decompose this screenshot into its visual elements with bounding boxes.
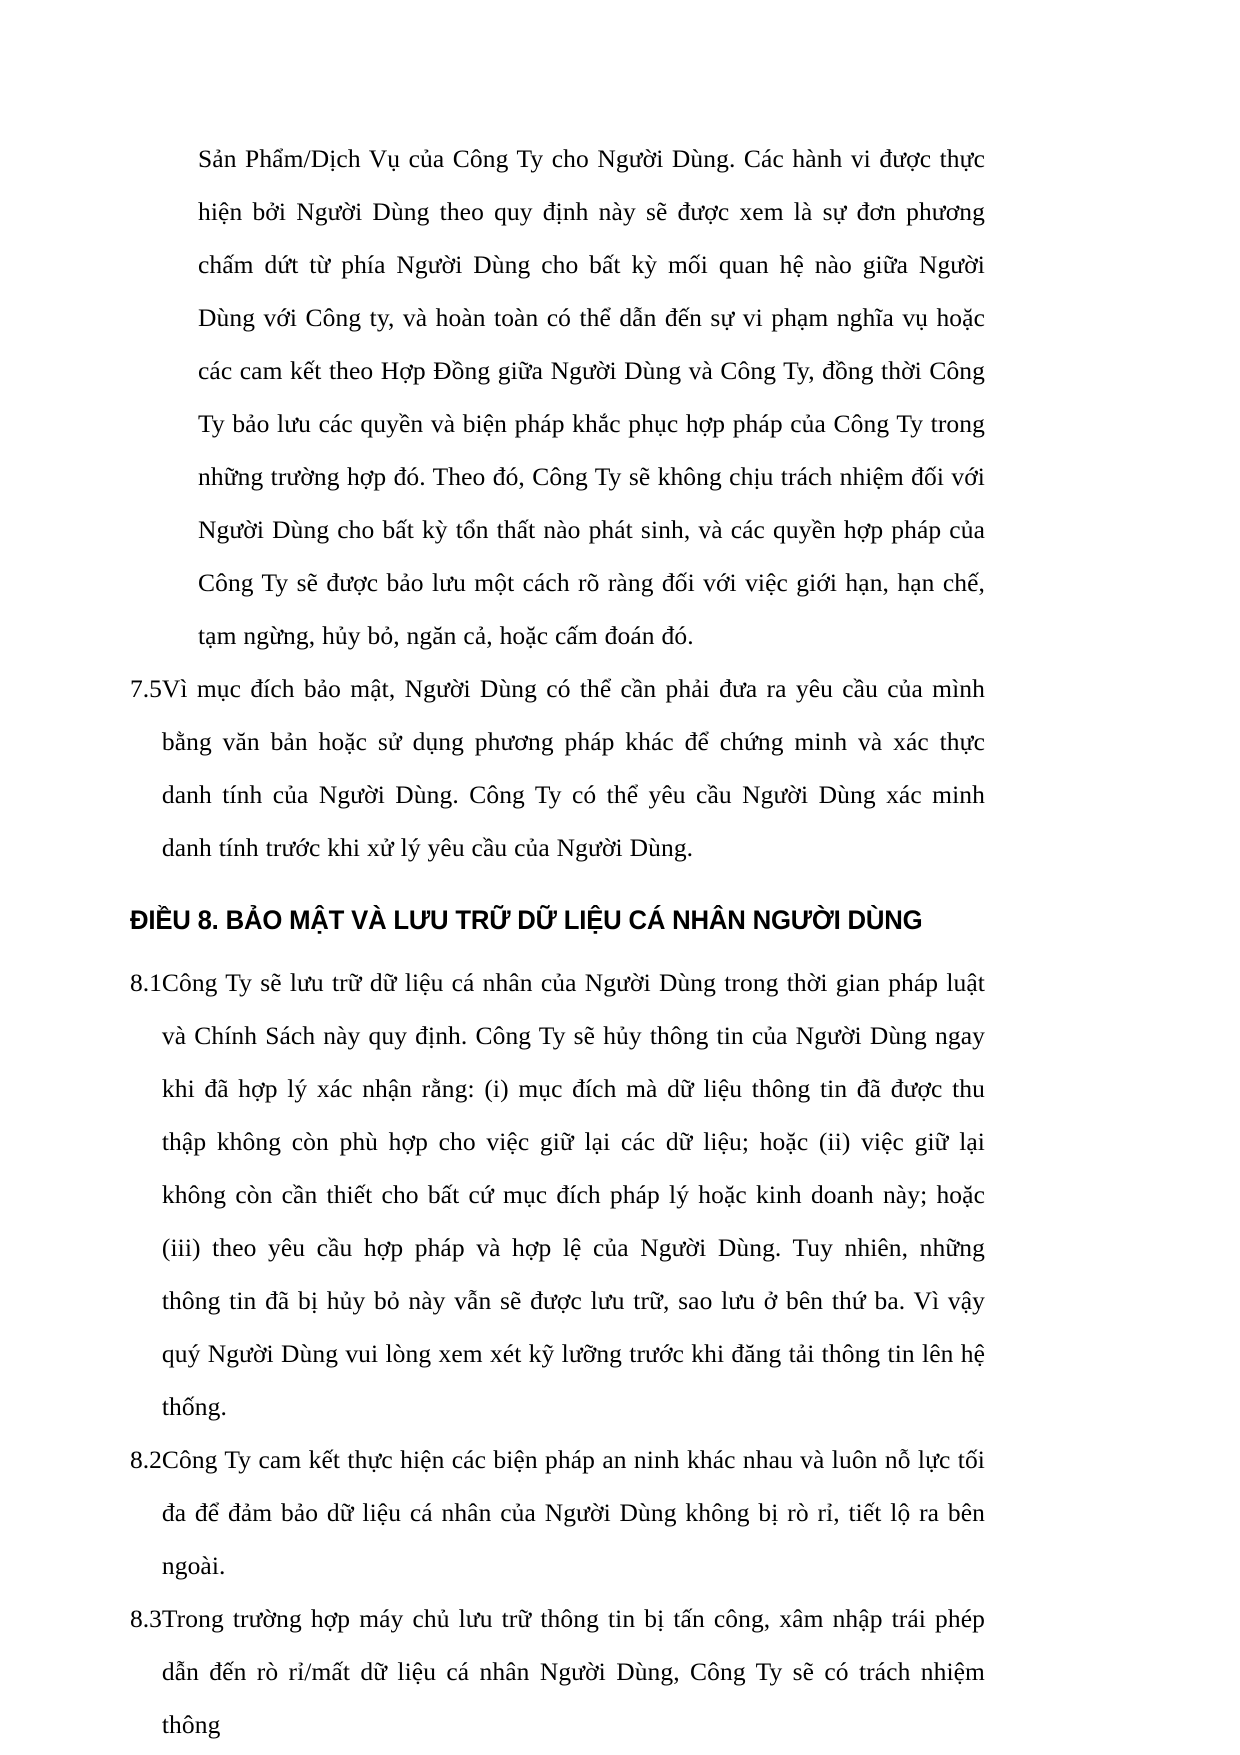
clause-text: Công Ty sẽ lưu trữ dữ liệu cá nhân của Người Dùng trong thời gian pháp luật và Chính Sách này quy định. Công Ty sẽ hủy thông tin của Người Dùng ngay khi đã hợp lý xác nhận rằng: (i) mục đích mà dữ liệu thông tin đã được thu thập không còn phù hợp cho việc giữ lại các dữ liệu; hoặc (ii) việc giữ lại không còn cần thiết cho bất cứ mục đích pháp lý hoặc kinh doanh này; hoặc (iii) theo yêu cầu hợp pháp và hợp lệ của Người Dùng. Tuy nhiên, những thông tin đã bị hủy bỏ này vẫn sẽ được lưu trữ, sao lưu ở bên thứ ba. Vì vậy quý Người Dùng vui lòng xem xét kỹ lưỡng trước khi đăng tải thông tin lên hệ thống. bbox=[161, 968, 985, 1421]
section-heading-dieu-8: ĐIỀU 8. BẢO MẬT VÀ LƯU TRỮ DỮ LIỆU CÁ NHÂN NGƯỜI DÙNG bbox=[130, 905, 923, 935]
clause-number: 8.2 bbox=[130, 1445, 162, 1474]
page-content bbox=[130, 132, 985, 1751]
continuation-paragraph: Sản Phẩm/Dịch Vụ của Công Ty cho Người Dùng. Các hành vi được thực hiện bởi Người Dùng theo quy định này sẽ được xem là sự đơn phương chấm dứt từ phía Người Dùng cho bất kỳ mối quan hệ nào giữa Người Dùng với Công ty, và hoàn toàn có thể dẫn đến sự vi phạm nghĩa vụ hoặc các cam kết theo Hợp Đồng giữa Người Dùng và Công Ty, đồng thời Công Ty bảo lưu các quyền và biện pháp khắc phục hợp pháp của Công Ty trong những trường hợp đó. Theo đó, Công Ty sẽ không chịu trách nhiệm đối với Người Dùng cho bất kỳ tổn thất nào phát sinh, và các quyền hợp pháp của Công Ty sẽ được bảo lưu một cách rõ ràng đối với việc giới hạn, hạn chế, tạm ngừng, hủy bỏ, ngăn cả, hoặc cấm đoán đó. bbox=[198, 144, 985, 650]
clause-number: 7.5 bbox=[130, 674, 162, 703]
clause-7-5 bbox=[130, 662, 985, 874]
clause-number: 8.3 bbox=[130, 1604, 162, 1633]
clause-8-2 bbox=[130, 1433, 985, 1592]
clause-text: Công Ty cam kết thực hiện các biện pháp an ninh khác nhau và luôn nỗ lực tối đa để đảm bảo dữ liệu cá nhân của Người Dùng không bị rò rỉ, tiết lộ ra bên ngoài. bbox=[161, 1445, 985, 1580]
clause-text: Trong trường hợp máy chủ lưu trữ thông tin bị tấn công, xâm nhập trái phép dẫn đến rò rỉ/mất dữ liệu cá nhân Người Dùng, Công Ty sẽ có trách nhiệm thông bbox=[161, 1604, 985, 1739]
clause-number: 8.1 bbox=[130, 968, 162, 997]
clause-8-1 bbox=[130, 956, 985, 1433]
clause-text: Vì mục đích bảo mật, Người Dùng có thể cần phải đưa ra yêu cầu của mình bằng văn bản hoặc sử dụng phương pháp khác để chứng minh và xác thực danh tính của Người Dùng. Công Ty có thể yêu cầu Người Dùng xác minh danh tính trước khi xử lý yêu cầu của Người Dùng. bbox=[161, 674, 985, 862]
clause-8-3 bbox=[130, 1592, 985, 1751]
